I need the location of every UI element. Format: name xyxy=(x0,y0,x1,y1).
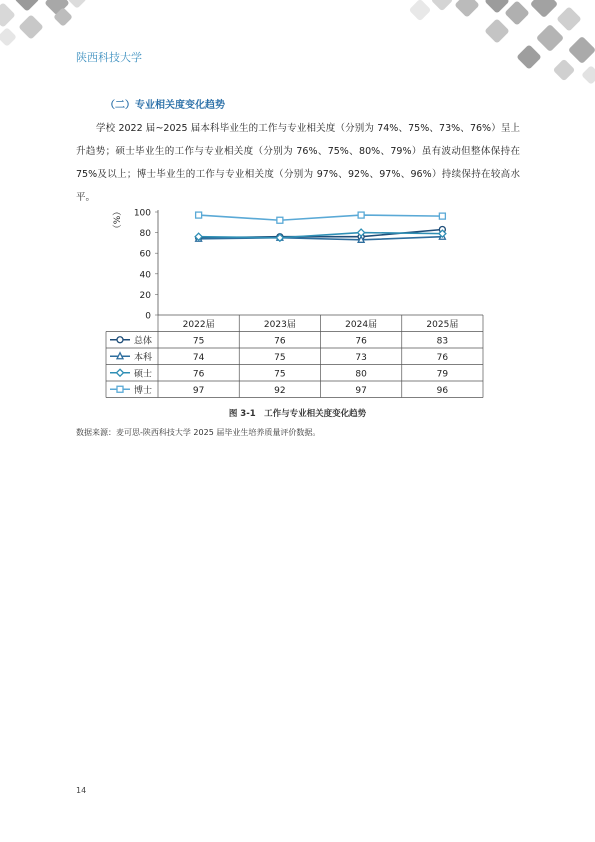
body-paragraph: 学校 2022 届~2025 届本科毕业生的工作与专业相关度（分别为 74%、75%、73%、76%）呈上升趋势；硕士毕业生的工作与专业相关度（分别为 76%、75%、80%、79%）虽有波动但整体保持在 75%及以上；博士毕业生的工作与专业相关度（分别为 97%、92%、97%、96%）持续保持在较高水平。 xyxy=(76,123,520,203)
y-tick-label: 0 xyxy=(145,311,151,322)
line-chart-with-data-table xyxy=(100,203,495,403)
series-3-point xyxy=(358,212,364,218)
header-title: 陕西科技大学 xyxy=(76,51,142,64)
data-table-value: 83 xyxy=(436,336,449,347)
data-table-value: 75 xyxy=(274,369,286,380)
data-table-value: 97 xyxy=(192,385,205,396)
section-heading: （二）专业相关度变化趋势 xyxy=(105,100,225,111)
data-table-value: 75 xyxy=(274,352,286,363)
legend-key-marker xyxy=(117,369,124,376)
x-category-label: 2025届 xyxy=(426,319,459,330)
data-source-note: 数据来源：麦可思-陕西科技大学 2025 届毕业生培养质量评价数据。 xyxy=(76,428,321,437)
page-number: 14 xyxy=(76,786,87,795)
series-3-point xyxy=(277,217,283,223)
data-table-value: 96 xyxy=(436,385,449,396)
y-tick-label: 80 xyxy=(139,229,151,240)
y-tick-label: 60 xyxy=(139,249,151,260)
y-tick-label: 100 xyxy=(133,208,151,219)
data-table-value: 75 xyxy=(192,336,205,347)
legend-series-name: 本科 xyxy=(134,352,153,363)
data-table-value: 76 xyxy=(436,352,449,363)
series-line-3 xyxy=(199,215,443,220)
data-table-value: 92 xyxy=(274,385,286,396)
data-table-value: 97 xyxy=(355,385,367,396)
x-category-label: 2024届 xyxy=(345,319,378,330)
y-axis-label: （%） xyxy=(113,206,123,234)
legend-key-marker xyxy=(117,386,123,392)
series-3-point xyxy=(439,213,445,219)
data-table-value: 80 xyxy=(355,369,367,380)
data-table-value: 74 xyxy=(192,352,205,363)
figure-caption: 图 3-1 工作与专业相关度变化趋势 xyxy=(228,409,367,419)
right-diamond-pattern xyxy=(409,0,595,85)
legend-series-name: 总体 xyxy=(134,336,153,347)
legend-series-name: 博士 xyxy=(134,385,153,396)
data-table-value: 76 xyxy=(355,336,367,347)
data-table-value: 76 xyxy=(274,336,286,347)
data-table-value: 76 xyxy=(192,369,205,380)
y-tick-label: 20 xyxy=(139,290,151,301)
series-3-point xyxy=(196,212,202,218)
x-category-label: 2022届 xyxy=(182,319,215,330)
data-table-value: 73 xyxy=(355,352,367,363)
legend-key-marker xyxy=(117,353,123,359)
data-table-value: 79 xyxy=(436,369,449,380)
y-tick-label: 40 xyxy=(139,270,151,281)
legend-series-name: 硕士 xyxy=(134,369,153,380)
x-category-label: 2023届 xyxy=(263,319,296,330)
left-diamond-pattern xyxy=(0,0,87,47)
header-decoration xyxy=(0,0,595,90)
legend-key-marker xyxy=(117,337,123,343)
